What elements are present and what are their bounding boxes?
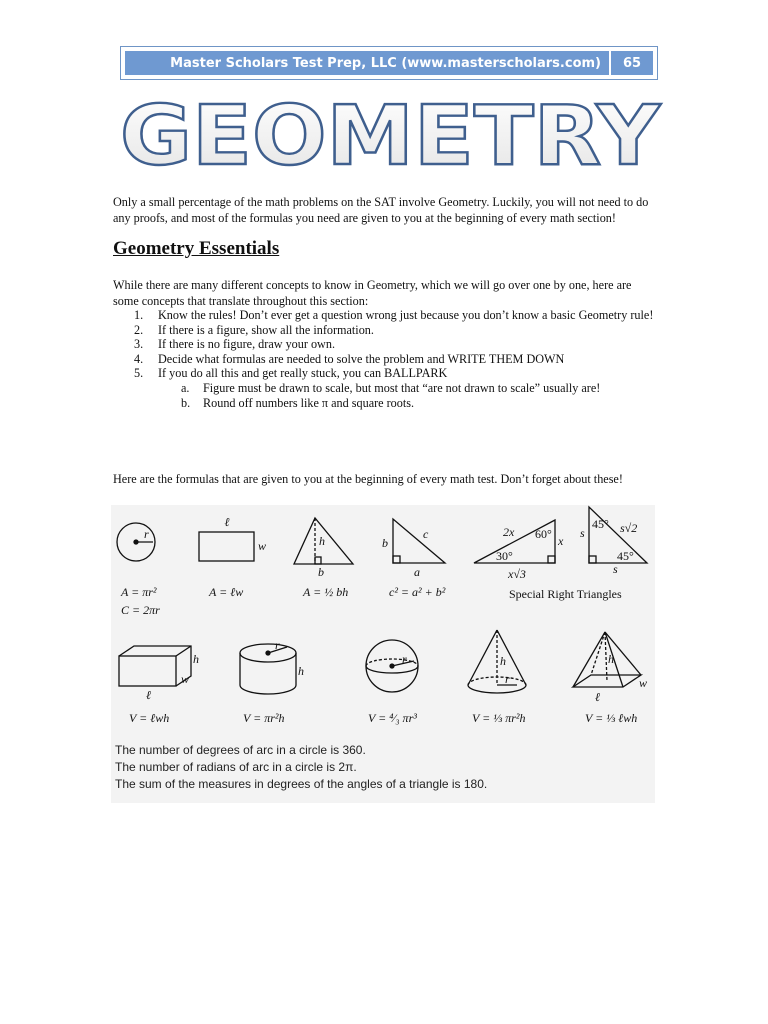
formula-cone-volume: V = ⅓ πr²h [472, 711, 526, 725]
svg-text:b: b [318, 565, 324, 579]
formula-circle-circumference: C = 2πr [121, 603, 160, 617]
special-right-triangles-label: Special Right Triangles [509, 587, 622, 601]
rectangular-prism-diagram [119, 646, 199, 702]
list-item: 1. Know the rules! Don’t ever get a question wrong just because you don’t know a basic Geometry rule! [134, 308, 654, 322]
triangle-diagram [294, 518, 353, 579]
sublist-item: b. Round off numbers like π and square roots. [181, 395, 415, 410]
pyramid-diagram [573, 632, 647, 704]
list-item: 2. If there is a figure, show all the information. [134, 322, 374, 337]
svg-text:ℓ: ℓ [224, 515, 230, 529]
rectangle-diagram [199, 515, 266, 561]
svg-text:b: b [382, 536, 388, 550]
svg-text:r: r [505, 672, 510, 686]
svg-text:30°: 30° [496, 549, 513, 563]
svg-text:h: h [298, 664, 304, 678]
svg-text:c: c [423, 527, 429, 541]
fact-radians-in-circle: The number of radians of arc in a circle is 2π. [115, 760, 357, 774]
svg-text:w: w [639, 676, 648, 690]
circle-diagram [117, 523, 155, 561]
formula-triangle-area: A = ½ bh [303, 585, 349, 599]
svg-text:ℓ: ℓ [595, 690, 600, 704]
formula-prism-volume: V = ℓwh [129, 711, 170, 725]
svg-text:60°: 60° [535, 527, 552, 541]
page-title [116, 94, 664, 172]
svg-text:x√3: x√3 [508, 567, 526, 581]
fact-degrees-in-circle: The number of degrees of arc in a circle is 360. [115, 743, 366, 757]
formula-cylinder-volume: V = πr²h [243, 711, 285, 725]
svg-text:h: h [319, 534, 325, 548]
svg-text:h: h [500, 654, 506, 668]
formula-pyramid-volume: V = ⅓ ℓwh [585, 711, 638, 725]
list-item: 3. If there is no figure, draw your own. [134, 337, 336, 352]
svg-text:r: r [144, 527, 149, 541]
formula-pythagorean: c² = a² + b² [389, 585, 446, 599]
svg-text:ℓ: ℓ [146, 688, 151, 702]
sphere-diagram [366, 640, 418, 692]
svg-text:s: s [613, 562, 618, 576]
triangle-30-60-90-diagram [474, 520, 564, 581]
svg-text:s: s [580, 526, 585, 540]
svg-text:r: r [402, 652, 407, 666]
formula-reference-figure [111, 505, 655, 803]
formula-sphere-volume: V = ⁴⁄₃ πr³ [368, 711, 417, 725]
svg-text:a: a [414, 565, 420, 579]
page-title-text: GEOMETRY [120, 94, 662, 172]
svg-text:w: w [258, 539, 267, 553]
svg-text:s√2: s√2 [620, 521, 638, 535]
cylinder-diagram [240, 638, 304, 694]
right-triangle-diagram [382, 519, 445, 579]
header-bar [125, 51, 653, 75]
formula-circle-area: A = πr² [121, 585, 157, 599]
fact-triangle-angle-sum: The sum of the measures in degrees of the angles of a triangle is 180. [115, 777, 488, 791]
svg-text:45°: 45° [592, 517, 609, 531]
intro-paragraph: Only a small percentage of the math problems on the SAT involve Geometry. Luckily, you will not need to do any proofs, and most of the formulas you need are given to you at the beginning of every math section! [113, 195, 649, 225]
triangle-45-45-90-diagram [580, 507, 647, 576]
svg-text:45°: 45° [617, 549, 634, 563]
svg-text:h: h [193, 652, 199, 666]
svg-text:x: x [558, 534, 564, 548]
svg-text:w: w [181, 672, 190, 686]
header-text: Master Scholars Test Prep, LLC (www.masterscholars.com) [170, 55, 601, 71]
formula-diagrams [111, 505, 655, 735]
list-item: 4. Decide what formulas are needed to solve the problem and WRITE THEM DOWN [134, 351, 565, 366]
essentials-list [113, 308, 658, 410]
svg-text:r: r [275, 638, 280, 652]
header-banner [120, 46, 658, 80]
formula-rectangle-area: A = ℓw [209, 585, 244, 599]
page-number: 65 [622, 55, 642, 71]
svg-text:2x: 2x [503, 525, 515, 539]
svg-text:h: h [608, 652, 614, 666]
geometry-facts [115, 742, 487, 793]
essentials-intro: While there are many different concepts to know in Geometry, which we will go over one by one, here are some concepts that translate throughout this section: [113, 278, 632, 308]
cone-diagram [468, 630, 526, 693]
sublist-item: a. Figure must be drawn to scale, but most that “are not drawn to scale” usually are! [181, 380, 601, 395]
list-item: 5. If you do all this and get really stuck, you can BALLPARK [134, 366, 448, 381]
formulas-intro: Here are the formulas that are given to you at the beginning of every math test. Don’t forget about these! [113, 472, 623, 486]
section-heading: Geometry Essentials [113, 238, 280, 259]
